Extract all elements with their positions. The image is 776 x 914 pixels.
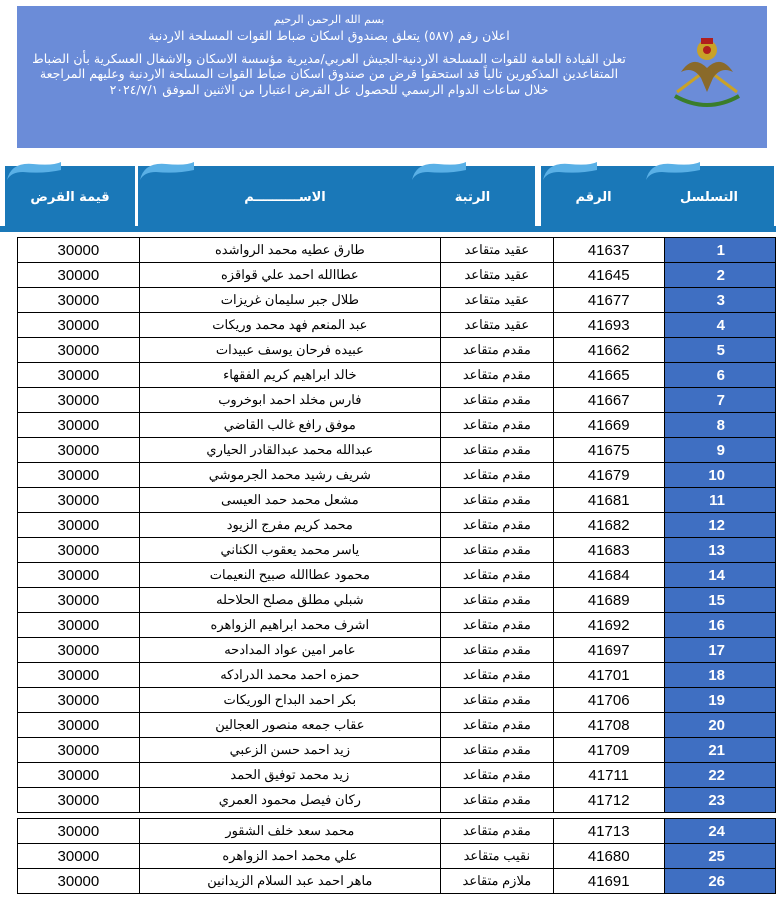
name-header-label: الاســــــــــم xyxy=(244,189,326,205)
cell-rank: مقدم متقاعد xyxy=(440,638,553,663)
announcement-line: المتقاعدين المذكورين تالياً قد استحقوا قرض من صندوق اسكان ضباط القوات المسلحة الاردنية وعليهم المراجعة xyxy=(39,66,619,81)
basmala: بسم الله الرحمن الرحيم xyxy=(273,13,385,26)
cell-amount: 30000 xyxy=(18,563,140,588)
cell-rank: مقدم متقاعد xyxy=(440,538,553,563)
column-header-number xyxy=(541,166,646,228)
cell-number: 41667 xyxy=(553,388,664,413)
table-row xyxy=(18,313,776,338)
table-row xyxy=(18,488,776,513)
cell-rank: مقدم متقاعد xyxy=(440,363,553,388)
cell-name: عطاالله احمد علي قواقزه xyxy=(139,263,440,288)
cell-seq: 17 xyxy=(664,638,775,663)
cell-number: 41689 xyxy=(553,588,664,613)
cell-name: موفق رافع غالب القاضي xyxy=(139,413,440,438)
cell-rank: مقدم متقاعد xyxy=(440,738,553,763)
cell-amount: 30000 xyxy=(18,488,140,513)
cell-number: 41697 xyxy=(553,638,664,663)
cell-number: 41675 xyxy=(553,438,664,463)
announcement-line: تعلن القيادة العامة للقوات المسلحة الاردنية-الجيش العربي/مديرية مؤسسة الاسكان والاشغال العسكرية بأن الضباط xyxy=(32,50,626,66)
cell-rank: مقدم متقاعد xyxy=(440,663,553,688)
cell-number: 41691 xyxy=(553,869,664,894)
cell-name: عبدالله محمد عبدالقادر الحياري xyxy=(139,438,440,463)
rank-header-label: الرتبة xyxy=(454,189,491,205)
cell-amount: 30000 xyxy=(18,613,140,638)
officers-loan-table xyxy=(17,237,776,894)
cell-seq: 21 xyxy=(664,738,775,763)
table-row xyxy=(18,869,776,894)
cell-number: 41645 xyxy=(553,263,664,288)
cell-rank: مقدم متقاعد xyxy=(440,819,553,844)
page-curl-icon xyxy=(642,160,704,184)
cell-seq: 15 xyxy=(664,588,775,613)
cell-rank: عقيد متقاعد xyxy=(440,263,553,288)
cell-seq: 10 xyxy=(664,463,775,488)
cell-rank: مقدم متقاعد xyxy=(440,588,553,613)
table-row xyxy=(18,563,776,588)
cell-name: عامر امين عواد المدادحه xyxy=(139,638,440,663)
cell-seq: 7 xyxy=(664,388,775,413)
cell-seq: 12 xyxy=(664,513,775,538)
cell-rank: مقدم متقاعد xyxy=(440,688,553,713)
cell-number: 41711 xyxy=(553,763,664,788)
cell-name: شريف رشيد محمد الجرموشي xyxy=(139,463,440,488)
cell-name: ماهر احمد عبد السلام الزيدانين xyxy=(139,869,440,894)
cell-number: 41669 xyxy=(553,413,664,438)
cell-rank: مقدم متقاعد xyxy=(440,788,553,813)
cell-name: فارس مخلد احمد ابوخروب xyxy=(139,388,440,413)
cell-rank: نقيب متقاعد xyxy=(440,844,553,869)
cell-rank: مقدم متقاعد xyxy=(440,613,553,638)
cell-name: زيد محمد توفيق الحمد xyxy=(139,763,440,788)
announcement-title: اعلان رقم (٥٨٧) يتعلق بصندوق اسكان ضباط القوات المسلحة الاردنية xyxy=(148,28,510,43)
cell-amount: 30000 xyxy=(18,713,140,738)
cell-number: 41708 xyxy=(553,713,664,738)
cell-amount: 30000 xyxy=(18,588,140,613)
cell-number: 41693 xyxy=(553,313,664,338)
cell-rank: ملازم متقاعد xyxy=(440,869,553,894)
amount-header-label: قيمة القرض xyxy=(30,189,110,205)
cell-name: محمد سعد خلف الشقور xyxy=(139,819,440,844)
cell-seq: 16 xyxy=(664,613,775,638)
cell-seq: 18 xyxy=(664,663,775,688)
cell-rank: مقدم متقاعد xyxy=(440,463,553,488)
cell-amount: 30000 xyxy=(18,438,140,463)
column-header-rank xyxy=(410,166,535,228)
cell-amount: 30000 xyxy=(18,738,140,763)
page-curl-icon xyxy=(136,160,198,184)
cell-number: 41680 xyxy=(553,844,664,869)
cell-amount: 30000 xyxy=(18,388,140,413)
cell-seq: 26 xyxy=(664,869,775,894)
page-curl-icon xyxy=(408,160,470,184)
cell-number: 41701 xyxy=(553,663,664,688)
cell-number: 41679 xyxy=(553,463,664,488)
cell-amount: 30000 xyxy=(18,844,140,869)
column-header-name xyxy=(138,166,432,228)
cell-rank: مقدم متقاعد xyxy=(440,563,553,588)
column-header-bar xyxy=(0,160,776,234)
cell-rank: عقيد متقاعد xyxy=(440,288,553,313)
cell-amount: 30000 xyxy=(18,869,140,894)
cell-seq: 8 xyxy=(664,413,775,438)
cell-name: علي محمد احمد الزواهره xyxy=(139,844,440,869)
cell-number: 41665 xyxy=(553,363,664,388)
cell-rank: عقيد متقاعد xyxy=(440,238,553,263)
cell-seq: 23 xyxy=(664,788,775,813)
cell-name: شبلي مطلق مصلح الحلاحله xyxy=(139,588,440,613)
number-header-label: الرقم xyxy=(575,189,612,205)
cell-amount: 30000 xyxy=(18,463,140,488)
page-curl-icon xyxy=(3,160,65,184)
table-row xyxy=(18,763,776,788)
table-row xyxy=(18,663,776,688)
table-row xyxy=(18,638,776,663)
table-row xyxy=(18,788,776,813)
cell-number: 41712 xyxy=(553,788,664,813)
cell-amount: 30000 xyxy=(18,663,140,688)
cell-seq: 19 xyxy=(664,688,775,713)
cell-name: حمزه احمد محمد الدرادكه xyxy=(139,663,440,688)
table-row xyxy=(18,338,776,363)
cell-name: خالد ابراهيم كريم الفقهاء xyxy=(139,363,440,388)
cell-number: 41677 xyxy=(553,288,664,313)
cell-seq: 13 xyxy=(664,538,775,563)
cell-amount: 30000 xyxy=(18,263,140,288)
cell-rank: مقدم متقاعد xyxy=(440,763,553,788)
announcement-header xyxy=(17,6,767,148)
cell-seq: 1 xyxy=(664,238,775,263)
cell-name: محمود عطاالله صبيح النعيمات xyxy=(139,563,440,588)
cell-rank: مقدم متقاعد xyxy=(440,513,553,538)
cell-number: 41682 xyxy=(553,513,664,538)
cell-rank: مقدم متقاعد xyxy=(440,413,553,438)
cell-seq: 5 xyxy=(664,338,775,363)
cell-number: 41709 xyxy=(553,738,664,763)
cell-amount: 30000 xyxy=(18,638,140,663)
cell-amount: 30000 xyxy=(18,788,140,813)
table-row xyxy=(18,288,776,313)
table-row xyxy=(18,238,776,263)
cell-number: 41684 xyxy=(553,563,664,588)
cell-name: ياسر محمد يعقوب الكناني xyxy=(139,538,440,563)
cell-seq: 4 xyxy=(664,313,775,338)
table-row xyxy=(18,263,776,288)
table-row xyxy=(18,738,776,763)
cell-number: 41706 xyxy=(553,688,664,713)
cell-name: بكر احمد البداح الوريكات xyxy=(139,688,440,713)
cell-rank: مقدم متقاعد xyxy=(440,338,553,363)
cell-amount: 30000 xyxy=(18,313,140,338)
cell-name: عبيده فرحان يوسف عبيدات xyxy=(139,338,440,363)
table-row xyxy=(18,463,776,488)
cell-seq: 20 xyxy=(664,713,775,738)
cell-amount: 30000 xyxy=(18,363,140,388)
seq-header-label: التسلسل xyxy=(680,189,739,205)
cell-amount: 30000 xyxy=(18,819,140,844)
cell-name: عبد المنعم فهد محمد وريكات xyxy=(139,313,440,338)
table-row xyxy=(18,513,776,538)
cell-amount: 30000 xyxy=(18,238,140,263)
cell-name: طلال جبر سليمان غريزات xyxy=(139,288,440,313)
cell-seq: 3 xyxy=(664,288,775,313)
table-row xyxy=(18,538,776,563)
cell-name: مشعل محمد حمد العيسى xyxy=(139,488,440,513)
table-row xyxy=(18,844,776,869)
table-body xyxy=(18,238,776,894)
cell-number: 41692 xyxy=(553,613,664,638)
cell-amount: 30000 xyxy=(18,513,140,538)
cell-rank: مقدم متقاعد xyxy=(440,388,553,413)
cell-rank: مقدم متقاعد xyxy=(440,713,553,738)
cell-amount: 30000 xyxy=(18,338,140,363)
table-row xyxy=(18,613,776,638)
page-curl-icon xyxy=(539,160,601,184)
jordan-armed-forces-emblem-icon xyxy=(667,34,747,114)
cell-seq: 14 xyxy=(664,563,775,588)
cell-number: 41681 xyxy=(553,488,664,513)
cell-amount: 30000 xyxy=(18,288,140,313)
table-row xyxy=(18,363,776,388)
cell-name: عقاب جمعه منصور العجالين xyxy=(139,713,440,738)
table-row xyxy=(18,588,776,613)
cell-name: اشرف محمد ابراهيم الزواهره xyxy=(139,613,440,638)
cell-seq: 9 xyxy=(664,438,775,463)
cell-name: محمد كريم مفرج الزيود xyxy=(139,513,440,538)
cell-seq: 6 xyxy=(664,363,775,388)
table-row xyxy=(18,413,776,438)
column-header-seq xyxy=(644,166,774,228)
cell-rank: مقدم متقاعد xyxy=(440,488,553,513)
cell-name: ركان فيصل محمود العمري xyxy=(139,788,440,813)
announcement-line: خلال ساعات الدوام الرسمي للحصول عل القرض اعتبارا من الاثنين الموفق ٢٠٢٤/٧/١ xyxy=(109,81,549,97)
table-row xyxy=(18,438,776,463)
column-header-amount xyxy=(5,166,135,228)
table-row xyxy=(18,688,776,713)
cell-name: طارق عطيه محمد الرواشده xyxy=(139,238,440,263)
table-row xyxy=(18,388,776,413)
cell-amount: 30000 xyxy=(18,688,140,713)
cell-rank: مقدم متقاعد xyxy=(440,438,553,463)
cell-seq: 22 xyxy=(664,763,775,788)
cell-number: 41713 xyxy=(553,819,664,844)
cell-name: زيد احمد حسن الزعبي xyxy=(139,738,440,763)
cell-seq: 2 xyxy=(664,263,775,288)
cell-seq: 25 xyxy=(664,844,775,869)
cell-amount: 30000 xyxy=(18,413,140,438)
cell-number: 41662 xyxy=(553,338,664,363)
announcement-text xyxy=(29,12,629,97)
cell-amount: 30000 xyxy=(18,538,140,563)
cell-number: 41683 xyxy=(553,538,664,563)
cell-number: 41637 xyxy=(553,238,664,263)
cell-seq: 11 xyxy=(664,488,775,513)
table-row xyxy=(18,819,776,844)
cell-amount: 30000 xyxy=(18,763,140,788)
cell-seq: 24 xyxy=(664,819,775,844)
table-row xyxy=(18,713,776,738)
cell-rank: عقيد متقاعد xyxy=(440,313,553,338)
